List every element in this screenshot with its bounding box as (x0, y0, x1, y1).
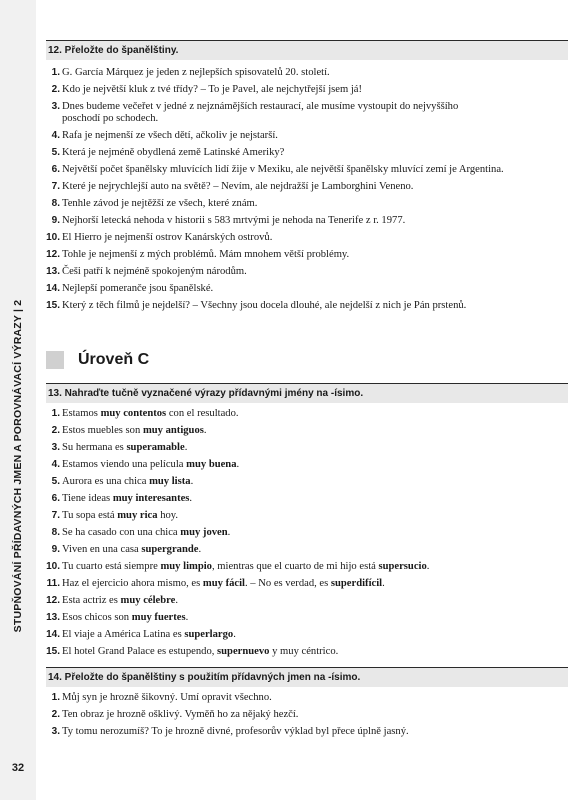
list-item: 15. Který z těch filmů je nejdelší? – Všechny jsou docela dlouhé, ale nejdelší z nich je Pán prstenů. (46, 300, 467, 311)
list-item: 1. Estamos muy contentos con el resultado. (51, 408, 239, 419)
list-item: 1. G. García Márquez je jeden z nejlepších spisovatelů 20. století. (51, 67, 330, 78)
list-item: 13. Češi patří k nejméně spokojeným národům. (46, 266, 247, 277)
list-item: 11. Haz el ejercicio ahora mismo, es muy fácil. – No es verdad, es superdifícil. (46, 578, 385, 589)
chapter-side-tab (0, 0, 36, 800)
exercise-12-header: 12. Přeložte do španělštiny. (46, 40, 568, 60)
list-item: 3. Su hermana es superamable. (51, 442, 188, 453)
exercise-12-list (46, 67, 568, 317)
list-item: 9. Viven en una casa supergrande. (51, 544, 202, 555)
list-item: 6. Tiene ideas muy interesantes. (51, 493, 193, 504)
list-item: 13. Esos chicos son muy fuertes. (46, 612, 189, 623)
exercise-14-list (46, 692, 568, 743)
list-item: 10. Tu cuarto está siempre muy limpio, mientras que el cuarto de mi hijo está supersucio. (46, 561, 430, 572)
list-item: 1. Můj syn je hrozně šikovný. Umí opravit všechno. (51, 692, 272, 703)
list-item: 2. Estos muebles son muy antiguos. (51, 425, 207, 436)
list-item: 7. Které je nejrychlejší auto na světě? – Nevím, ale nejdražší je Lamborghini Veneno. (51, 181, 414, 192)
level-marker (46, 351, 64, 369)
list-item: 15. El hotel Grand Palace es estupendo, supernuevo y muy céntrico. (46, 646, 339, 657)
exercise-14-header: 14. Přeložte do španělštiny s použitím přídavných jmen na -ísimo. (46, 667, 568, 687)
list-item: 3. Dnes budeme večeřet v jedné z nejznámějších restaurací, ale musíme vystoupit do nejvyššího poschodí po schodech. (51, 101, 459, 124)
list-item: 3. Ty tomu nerozumíš? To je hrozně divné, profesorův výklad byl přece úplně jasný. (51, 726, 409, 737)
list-item: 8. Se ha casado con una chica muy joven. (51, 527, 231, 538)
list-item: 5. Aurora es una chica muy lista. (51, 476, 194, 487)
list-item: 7. Tu sopa está muy rica hoy. (51, 510, 179, 521)
list-item: 5. Která je nejméně obydlená země Latinské Ameriky? (51, 147, 285, 158)
list-item: 8. Tenhle závod je nejtěžší ze všech, které znám. (51, 198, 258, 209)
list-item: 6. Největší počet španělsky mluvících lidí žije v Mexiku, ale největší španělsky mluvící zemí je Argentina. (51, 164, 504, 175)
list-item: 2. Kdo je největší kluk z tvé třídy? – To je Pavel, ale nejchytřejší jsem já! (51, 84, 363, 95)
list-item: 9. Nejhorší letecká nehoda v historii s 583 mrtvými je nehoda na Tenerife z r. 1977. (51, 215, 406, 226)
list-item: 12. Tohle je nejmenší z mých problémů. Mám mnohem větší problémy. (46, 249, 350, 260)
exercise-13-header: 13. Nahraďte tučně vyznačené výrazy přídavnými jmény na -ísimo. (46, 383, 568, 403)
list-item: 10. El Hierro je nejmenší ostrov Kanárských ostrovů. (46, 232, 273, 243)
level-title: Úroveň C (78, 351, 150, 368)
exercise-13-list (46, 408, 568, 663)
list-item: 12. Esta actriz es muy célebre. (46, 595, 179, 606)
list-item: 14. Nejlepší pomeranče jsou španělské. (46, 283, 214, 294)
list-item: 4. Rafa je nejmenší ze všech dětí, ačkoliv je nejstarší. (51, 130, 278, 141)
list-item: 14. El viaje a América Latina es superlargo. (46, 629, 236, 640)
list-item: 4. Estamos viendo una película muy buena. (51, 459, 240, 470)
list-item: 2. Ten obraz je hrozně ošklivý. Vyměň ho za nějaký hezčí. (51, 709, 299, 720)
chapter-title: STUPŇOVÁNÍ PŘÍDAVNÝCH JMEN A POROVNÁVACÍ VÝRAZY | 2 (12, 299, 24, 633)
page-number: 32 (11, 762, 25, 774)
